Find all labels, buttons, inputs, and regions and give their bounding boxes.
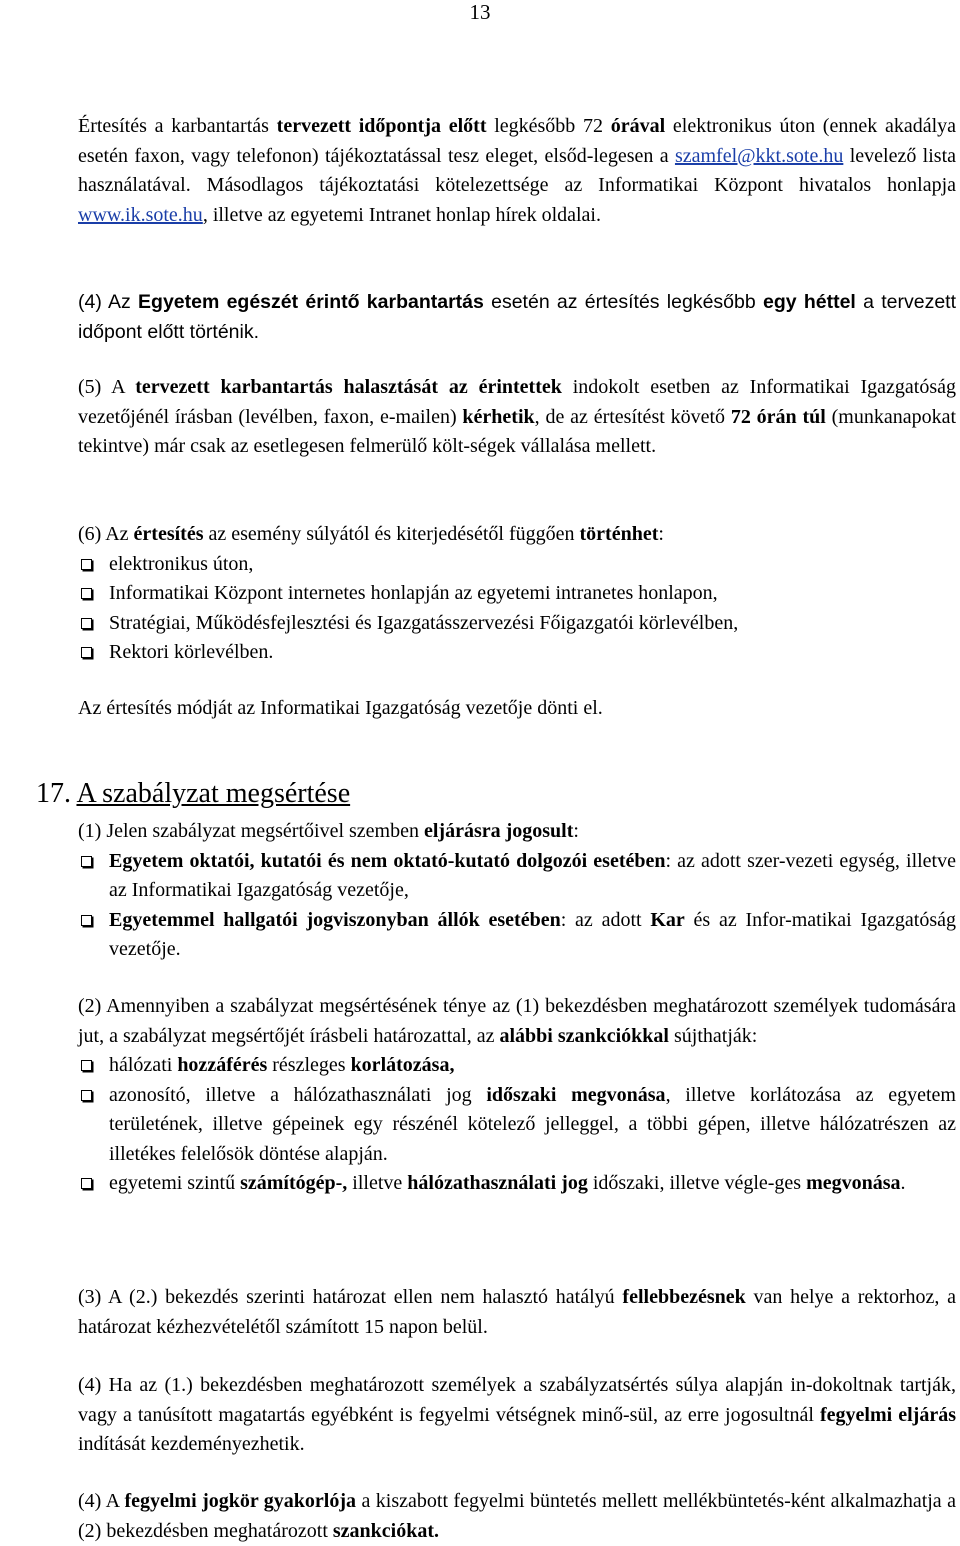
list-item: Stratégiai, Működésfejlesztési és Igazgatásszervezési Főigazgatói körlevélben, bbox=[78, 609, 956, 639]
notification-list bbox=[78, 550, 956, 668]
list-item: azonosító, illetve a hálózathasználati jog időszaki megvonása, illetve korlátozása az egyetem területének, illetve gépeinek egy részénél kötelező jelleggel, a többi gépen, illetve hálózatrészen az illetékes felelősök döntése alapján. bbox=[78, 1081, 956, 1170]
email-link[interactable]: szamfel@kkt.sote.hu bbox=[674, 144, 844, 167]
website-link[interactable]: www.ik.sote.hu bbox=[78, 203, 203, 226]
paragraph-4-maintenance: (4) Az Egyetem egészét érintő karbantartás esetén az értesítés legkésőbb egy héttel a tervezett időpont előtt történik. bbox=[78, 291, 956, 343]
list-item: elektronikus úton, bbox=[78, 550, 956, 580]
section-17-paragraph-3: (3) A (2.) bekezdés szerinti határozat ellen nem halasztó hatályú fellebbezésnek van helye a rektorhoz, a határozat kézhezvételétől számított 15 napon belül. bbox=[78, 1286, 957, 1338]
sanctions-list bbox=[78, 1051, 956, 1199]
section-17-paragraph-1 bbox=[78, 817, 956, 965]
list-item: egyetemi szintű számítógép-, illetve hálózathasználati jog időszaki, illetve végle-ges megvonása. bbox=[78, 1169, 956, 1199]
paragraph-6-intro: (6) Az értesítés az esemény súlyától és kiterjedésétől függően történhet: bbox=[78, 523, 664, 545]
list-item: Informatikai Központ internetes honlapján az egyetemi intranetes honlapon, bbox=[78, 579, 956, 609]
section-17-paragraph-4a: (4) Ha az (1.) bekezdésben meghatározott személyek a szabályzatsértés súlya alapján in-dokoltnak tartják, vagy a tanúsított magatartás egyébként is fegyelmi vétségnek minő-sül, az erre jogosultnál fegyelmi eljárás indítását kezdeményezhetik. bbox=[78, 1374, 956, 1455]
page-number: 13 bbox=[469, 0, 491, 24]
section-number: 17. bbox=[36, 778, 77, 809]
notification-closing: Az értesítés módját az Informatikai Igazgatóság vezetője dönti el. bbox=[78, 697, 603, 719]
section-heading bbox=[36, 777, 350, 811]
paragraph-1-intro: (1) Jelen szabályzat megsértőivel szemben eljárásra jogosult: bbox=[78, 820, 579, 842]
list-item: Egyetemmel hallgatói jogviszonyban állók esetében: az adott Kar és az Infor-matikai Igazgatóság vezetője. bbox=[78, 906, 956, 965]
list-item: hálózati hozzáférés részleges korlátozása, bbox=[78, 1051, 956, 1081]
paragraph-5-postponement: (5) A tervezett karbantartás halasztását az érintettek indokolt esetben az Informatikai Igazgatóság vezetőjénél írásban (levélben, faxon, e-mailen) kérhetik, de az értesítést követő 72 órán túl (munkanapokat tekintve) már csak az esetlegesen felmerülő költ-ségek vállalása mellett. bbox=[78, 376, 957, 457]
list-item: Egyetem oktatói, kutatói és nem oktató-kutató dolgozói esetében: az adott szer-vezeti egység, illetve az Informatikai Igazgatóság vezetője, bbox=[78, 847, 956, 906]
section-17-paragraph-2 bbox=[78, 992, 956, 1199]
list-item: Rektori körlevélben. bbox=[78, 638, 956, 668]
section-17-paragraph-4b: (4) A fegyelmi jogkör gyakorlója a kiszabott fegyelmi büntetés mellett mellékbüntetés-ként alkalmazhatja a (2) bekezdésben meghatározott szankciókat. bbox=[78, 1490, 956, 1542]
paragraph-6-notification bbox=[78, 520, 956, 668]
section-title: A szabályzat megsértése bbox=[76, 778, 351, 809]
paragraph-2-intro: (2) Amennyiben a szabályzat megsértésének ténye az (1) bekezdésben meghatározott személyek tudomására jut, a szabályzat megsértőjét írásbeli határozattal, az alábbi szankciókkal sújthatják: bbox=[78, 995, 956, 1047]
authorized-list bbox=[78, 847, 956, 965]
notice-paragraph: Értesítés a karbantartás tervezett időpontja előtt legkésőbb 72 órával elektronikus úton (ennek akadálya esetén faxon, vagy telefonon) tájékoztatással tesz eleget, elsőd-legesen a szamfel@kkt.sote.hu levelező lista használatával. Másodlagos tájékoztatási kötelezettsége az Informatikai Központ hivatalos honlapja www.ik.sote.hu, illetve az egyetemi Intranet honlap hírek oldalai. bbox=[78, 115, 957, 226]
